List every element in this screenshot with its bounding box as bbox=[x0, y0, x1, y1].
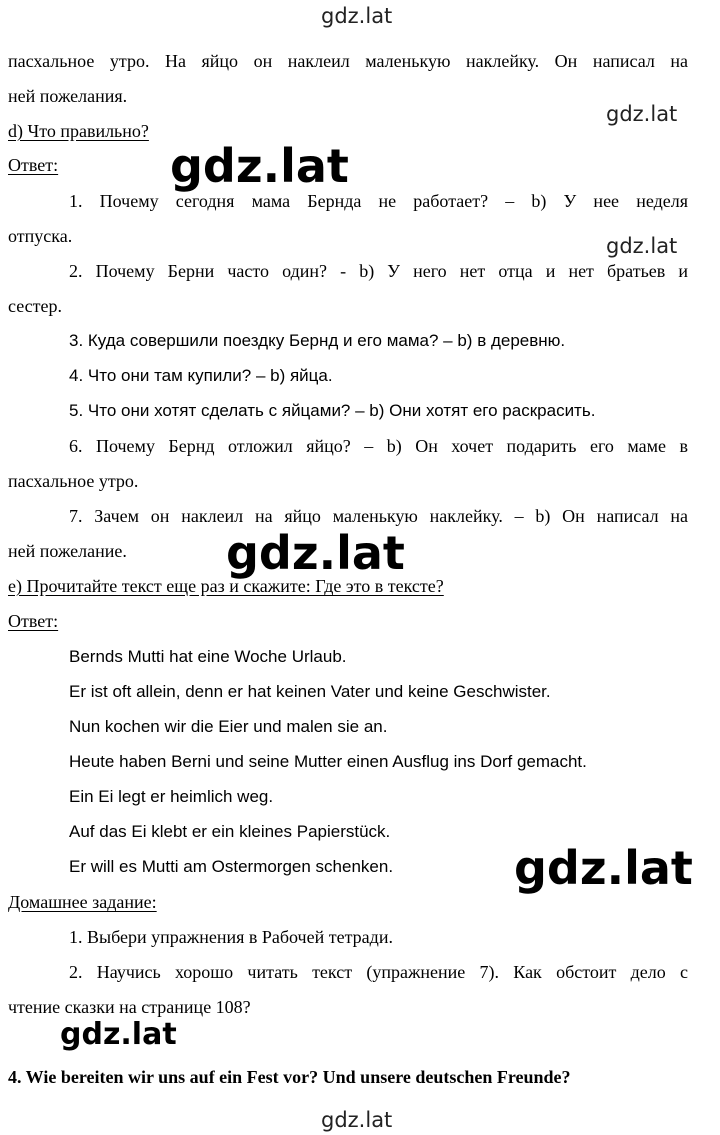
answer-item: 2. Почему Берни часто один? - b) У него нет отца и нет братьев и bbox=[69, 261, 688, 281]
section-e-title: e) Прочитайте текст еще раз и скажите: Где это в тексте? bbox=[8, 576, 444, 596]
answer-item: 4. Что они там купили? – b) яйца. bbox=[69, 366, 333, 385]
german-sentence: Auf das Ei klebt er ein kleines Papierstück. bbox=[69, 822, 391, 841]
watermark-medium-bottom: gdz.lat bbox=[60, 1017, 177, 1052]
answer-label: Ответ: bbox=[8, 155, 59, 175]
watermark-bottom: gdz.lat bbox=[321, 1108, 393, 1132]
watermark-right-2: gdz.lat bbox=[606, 234, 678, 258]
section-d-title: d) Что правильно? bbox=[8, 121, 149, 141]
paragraph-line: пасхальное утро. На яйцо он наклеил маленькую наклейку. Он написал на bbox=[8, 51, 688, 71]
answer-item: 5. Что они хотят сделать с яйцами? – b) Они хотят его раскрасить. bbox=[69, 401, 596, 420]
answer-item: 6. Почему Бернд отложил яйцо? – b) Он хочет подарить его маме в bbox=[69, 436, 688, 456]
answer-item-continuation: пасхальное утро. bbox=[8, 471, 139, 491]
answer-label: Ответ: bbox=[8, 611, 59, 631]
german-sentence: Heute haben Berni und seine Mutter einen Ausflug ins Dorf gemacht. bbox=[69, 752, 587, 771]
next-section-heading: 4. Wie bereiten wir uns auf ein Fest vor? Und unsere deutschen Freunde? bbox=[8, 1067, 571, 1087]
watermark-large-2: gdz.lat bbox=[226, 526, 405, 580]
watermark-top: gdz.lat bbox=[321, 4, 393, 28]
german-sentence: Bernds Mutti hat eine Woche Urlaub. bbox=[69, 647, 347, 666]
homework-item: 2. Научись хорошо читать текст (упражнение 7). Как обстоит дело с bbox=[69, 962, 688, 982]
answer-item-continuation: сестер. bbox=[8, 296, 62, 316]
homework-item: 1. Выбери упражнения в Рабочей тетради. bbox=[69, 927, 393, 947]
homework-item-continuation: чтение сказки на странице 108? bbox=[8, 997, 251, 1017]
watermark-right-1: gdz.lat bbox=[606, 102, 678, 126]
watermark-large-1: gdz.lat bbox=[170, 139, 349, 193]
german-sentence: Ein Ei legt er heimlich weg. bbox=[69, 787, 274, 806]
german-sentence: Er will es Mutti am Ostermorgen schenken. bbox=[69, 857, 394, 876]
german-sentence: Er ist oft allein, denn er hat keinen Vater und keine Geschwister. bbox=[69, 682, 551, 701]
answer-item-continuation: ней пожелание. bbox=[8, 541, 127, 561]
homework-title: Домашнее задание: bbox=[8, 892, 157, 912]
watermark-large-3: gdz.lat bbox=[514, 841, 693, 895]
answer-item: 7. Зачем он наклеил на яйцо маленькую наклейку. – b) Он написал на bbox=[69, 506, 688, 526]
answer-item-continuation: отпуска. bbox=[8, 226, 73, 246]
paragraph-line: ней пожелания. bbox=[8, 86, 128, 106]
answer-item: 1. Почему сегодня мама Бернда не работает? – b) У нее неделя bbox=[69, 191, 688, 211]
answer-item: 3. Куда совершили поездку Бернд и его мама? – b) в деревню. bbox=[69, 331, 566, 350]
german-sentence: Nun kochen wir die Eier und malen sie an. bbox=[69, 717, 388, 736]
